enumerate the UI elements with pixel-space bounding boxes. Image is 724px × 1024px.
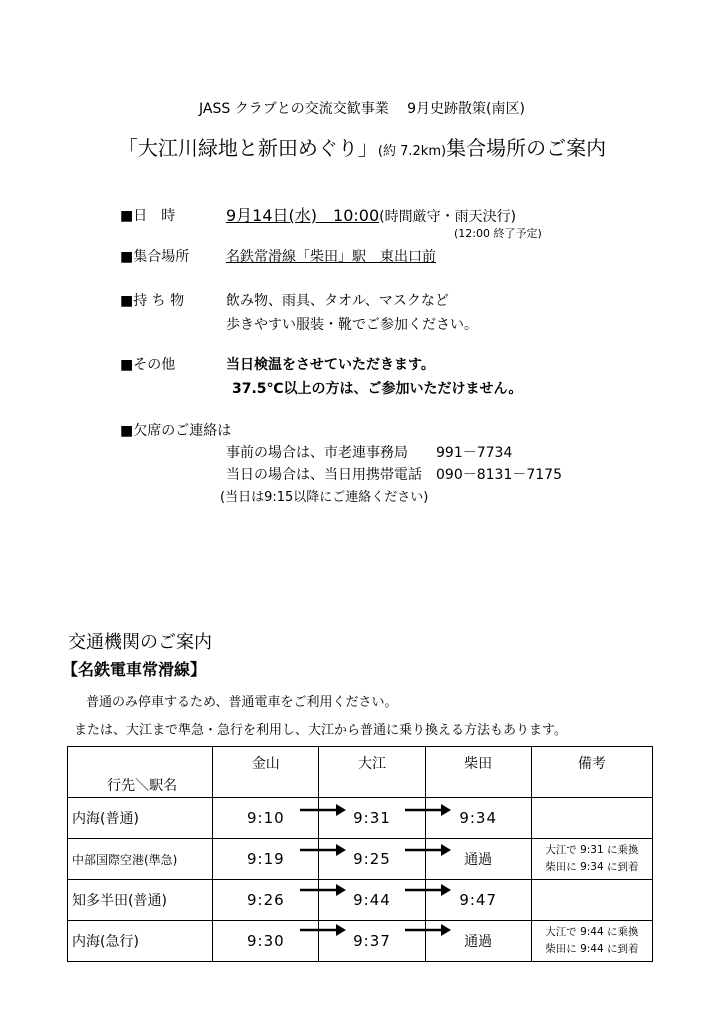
row-remark [531, 880, 652, 921]
remark-line-2: 柴田に 9:34 に到着 [545, 861, 639, 873]
header-remarks: 備考 [531, 747, 652, 798]
title-main: 「大江川緑地と新田めぐり」 [117, 136, 378, 160]
items-line-2: 歩きやすい服装・靴でご参加ください。 [226, 317, 478, 333]
items-label: ■持 ち 物 [120, 293, 185, 309]
table-row [68, 798, 653, 839]
row-destination: 中部国際空港(準急) [68, 839, 213, 880]
row-destination: 内海(普通) [68, 798, 213, 839]
row-kanayama-time: 9:19 [213, 839, 319, 880]
row-remark [531, 798, 652, 839]
event-subtitle: JASS クラブとの交流交歓事業 9月史跡散策(南区) [199, 101, 525, 117]
timetable [67, 746, 653, 962]
remark-line-1: 大江で 9:31 に乗換 [545, 844, 639, 856]
remark-line-2: 柴田に 9:44 に到着 [545, 943, 639, 955]
end-time-note: (12:00 終了予定) [454, 227, 542, 240]
row-kanayama-time: 9:10 [213, 798, 319, 839]
page-title [0, 132, 724, 161]
title-tail: 集合場所のご案内 [446, 136, 607, 160]
table-row [68, 921, 653, 962]
arrow-right-icon [298, 840, 348, 860]
title-distance-note: (約 7.2km) [377, 144, 447, 159]
row-kanayama-time: 9:30 [213, 921, 319, 962]
arrow-right-icon [298, 800, 348, 820]
timetable-header-row [68, 747, 653, 798]
other-line-1: 当日検温をさせていただきます。 [226, 357, 435, 373]
arrow-right-icon [403, 920, 453, 940]
line-name: 【名鉄電車常滑線】 [62, 660, 207, 679]
table-row [68, 839, 653, 880]
row-shibata-time: 通過 [425, 921, 531, 962]
other-label: ■その他 [120, 357, 176, 373]
row-shibata-time: 9:47 [425, 880, 531, 921]
row-remark [531, 921, 652, 962]
transport-para-1: 普通のみ停車するため、普通電車をご利用ください。 [86, 695, 398, 710]
row-oe-time: 9:25 [319, 839, 425, 880]
row-shibata-time: 9:34 [425, 798, 531, 839]
row-oe-time: 9:31 [319, 798, 425, 839]
place-label: ■集合場所 [120, 249, 190, 265]
date-note: (時間厳守・雨天決行) [379, 209, 517, 225]
date-value: 9月14日(水) 10:00 [226, 206, 380, 225]
absence-line-3: (当日は9:15以降にご連絡ください) [220, 490, 429, 505]
absence-label: ■欠席のご連絡は [120, 423, 232, 439]
row-destination: 内海(急行) [68, 921, 213, 962]
transport-para-2: または、大江まで準急・急行を利用し、大江から普通に乗り換える方法もあります。 [74, 723, 567, 738]
arrow-right-icon [403, 840, 453, 860]
date-row [226, 203, 516, 226]
place-value: 名鉄常滑線「柴田」駅 東出口前 [226, 249, 436, 265]
header-shibata: 柴田 [425, 747, 531, 798]
absence-line-2: 当日の場合は、当日用携帯電話 090－8131－7175 [226, 467, 562, 483]
date-label: ■日 時 [120, 208, 176, 224]
remark-line-1: 大江で 9:44 に乗換 [545, 926, 639, 938]
row-remark [531, 839, 652, 880]
row-destination: 知多半田(普通) [68, 880, 213, 921]
arrow-right-icon [298, 920, 348, 940]
header-kanayama: 金山 [213, 747, 319, 798]
arrow-right-icon [298, 880, 348, 900]
table-row [68, 880, 653, 921]
header-oe: 大江 [319, 747, 425, 798]
row-kanayama-time: 9:26 [213, 880, 319, 921]
arrow-right-icon [403, 800, 453, 820]
row-oe-time: 9:37 [319, 921, 425, 962]
row-oe-time: 9:44 [319, 880, 425, 921]
other-line-2: 37.5℃以上の方は、ご参加いただけません。 [232, 381, 523, 397]
header-destination: 行先＼駅名 [68, 747, 213, 798]
items-line-1: 飲み物、雨具、タオル、マスクなど [226, 293, 449, 309]
absence-line-1: 事前の場合は、市老連事務局 991－7734 [226, 445, 513, 461]
arrow-right-icon [403, 880, 453, 900]
transport-heading: 交通機関のご案内 [68, 632, 212, 653]
row-shibata-time: 通過 [425, 839, 531, 880]
